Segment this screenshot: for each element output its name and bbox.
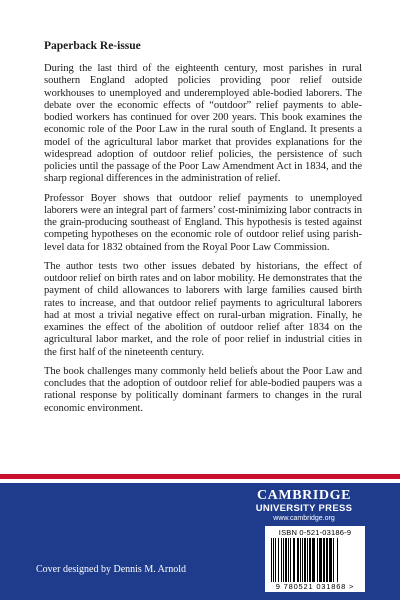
barcode-bar (281, 538, 283, 582)
blurb-paragraph-2: Professor Boyer shows that outdoor relief payments to unemployed laborers were an integral part of farmers’ cost-minimizing labor contracts in the grain-producing southeast of England. This hypothesis is tested against competing hypotheses on the economic role of outdoor relief using parish-level data for 1832 obtained from the Royal Poor Law Commission. (44, 192, 362, 253)
barcode-bar (333, 538, 334, 582)
barcode-bar (323, 538, 325, 582)
barcode-bar (326, 538, 328, 582)
publisher-logo (234, 488, 374, 524)
cover-credit: Cover designed by Dennis M. Arnold (36, 564, 186, 575)
blurb-paragraph-4: The book challenges many commonly held beliefs about the Poor Law and concludes that the adoption of outdoor relief for able-bodied paupers was a rational response by politically dominant farmers to changes in the rural economic environment. (44, 365, 362, 414)
reissue-heading: Paperback Re-issue (44, 40, 141, 52)
barcode-bar (288, 538, 290, 582)
barcode-bar (309, 538, 311, 582)
publisher-name: CAMBRIDGE (256, 488, 352, 503)
barcode-bar (319, 538, 321, 582)
white-stripe (0, 479, 400, 483)
barcode-bar (290, 538, 291, 582)
blurb-paragraph-3: The author tests two other issues debated by historians, the effect of outdoor relief on birth rates and on labor mobility. He demonstrates that the payment of child allowances to laborers with large families caused birth rates to increase, and that outdoor relief payments to agricultural laborers had at most a trivial negative effect on rural-urban migration. Finally, he examines the effect of the abolition of outdoor relief after 1834 on the agricultural labor market, and the role of poor relief in industrial cities in the first half of the nineteenth century. (44, 260, 362, 358)
barcode-bars (271, 538, 359, 582)
publisher-press: UNIVERSITY PRESS (255, 503, 353, 514)
barcode-bar (278, 538, 279, 582)
barcode-bar (297, 538, 299, 582)
barcode-bar (304, 538, 306, 582)
barcode-bar (300, 538, 301, 582)
barcode-bar (285, 538, 287, 582)
barcode-bar (275, 538, 276, 582)
barcode-bar (273, 538, 275, 582)
blurb-paragraph-1: During the last third of the eighteenth century, most parishes in rural southern England adopted policies providing poor relief outside workhouses to unemployed and underemployed able-bodied laborers. The debate over the economic effects of “outdoor” relief payments to able-bodied workers has continued for over 200 years. This book examines the economic role of the Poor Law in the rural south of England. It presents a model of the agricultural labor market that provides explanations for the widespread adoption of outdoor relief policies, the persistence of such policies until the passage of the Poor Law Amendment Act in 1834, and the sharp regional differences in the administration of relief. (44, 63, 362, 185)
barcode-bar (307, 538, 308, 582)
barcode-bar (313, 538, 315, 582)
barcode (265, 526, 365, 592)
barcode-digits: 9 780521 031868 > (275, 582, 355, 591)
blurb (44, 40, 362, 422)
publisher-url: www.cambridge.org (273, 515, 335, 522)
barcode-bar (337, 538, 338, 582)
barcode-bar (330, 538, 332, 582)
isbn-label: ISBN 0-521-03186-9 (278, 528, 352, 537)
barcode-bar (294, 538, 295, 582)
